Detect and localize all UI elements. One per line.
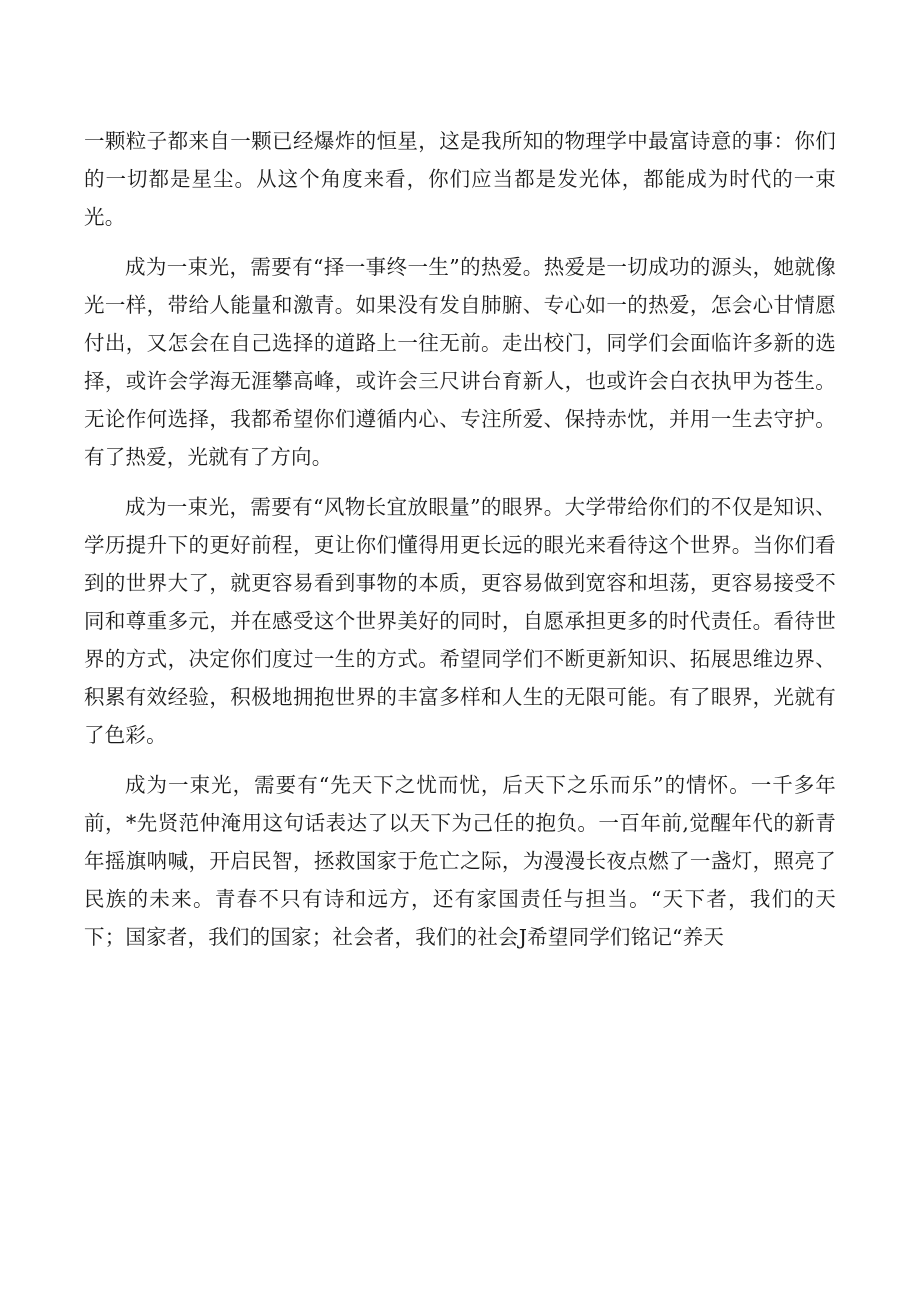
paragraph-3: 成为一束光，需要有“风物长宜放眼量”的眼界。大学带给你们的不仅是知识、学历提升下的更好前程，更让你们懂得用更长远的眼光来看待这个世界。当你们看到的世界大了，就更容易看到事物的本质，更容易做到宽容和坦荡，更容易接受不同和尊重多元，并在感受这个世界美好的同时，自愿承担更多的时代责任。看待世界的方式，决定你们度过一生的方式。希望同学们不断更新知识、拓展思维边界、积累有效经验，积极地拥抱世界的丰富多样和人生的无限可能。有了眼界，光就有了色彩。 bbox=[84, 494, 836, 748]
paragraph-4: 成为一束光，需要有“先天下之忧而忧，后天下之乐而乐”的情怀。一千多年前，*先贤范仲淹用这句话表达了以天下为己任的抱负。一百年前,觉醒年代的新青年摇旗呐喊，开启民智，拯救国家于危亡之际，为漫漫长夜点燃了一盏灯，照亮了民族的未来。青春不只有诗和远方，还有家国责任与担当。“天下者，我们的天下；国家者，我们的国家；社会者，我们的社会J希望同学们铭记“养天 bbox=[84, 773, 836, 950]
document-body bbox=[84, 122, 836, 968]
paragraph-2: 成为一束光，需要有“择一事终一生”的热爱。热爱是一切成功的源头，她就像光一样，带给人能量和激青。如果没有发自肺腑、专心如一的热爱，怎会心甘情愿付出，又怎会在自己选择的道路上一往无前。走出校门，同学们会面临许多新的选择，或许会学海无涯攀高峰，或许会三尺讲台育新人，也或许会白衣执甲为苍生。无论作何选择，我都希望你们遵循内心、专注所爱、保持赤忱，并用一生去守护。有了热爱，光就有了方向。 bbox=[84, 254, 836, 470]
paragraph-1: 一颗粒子都来自一颗已经爆炸的恒星，这是我所知的物理学中最富诗意的事：你们的一切都是星尘。从这个角度来看，你们应当都是发光体，都能成为时代的一束光。 bbox=[84, 129, 836, 230]
